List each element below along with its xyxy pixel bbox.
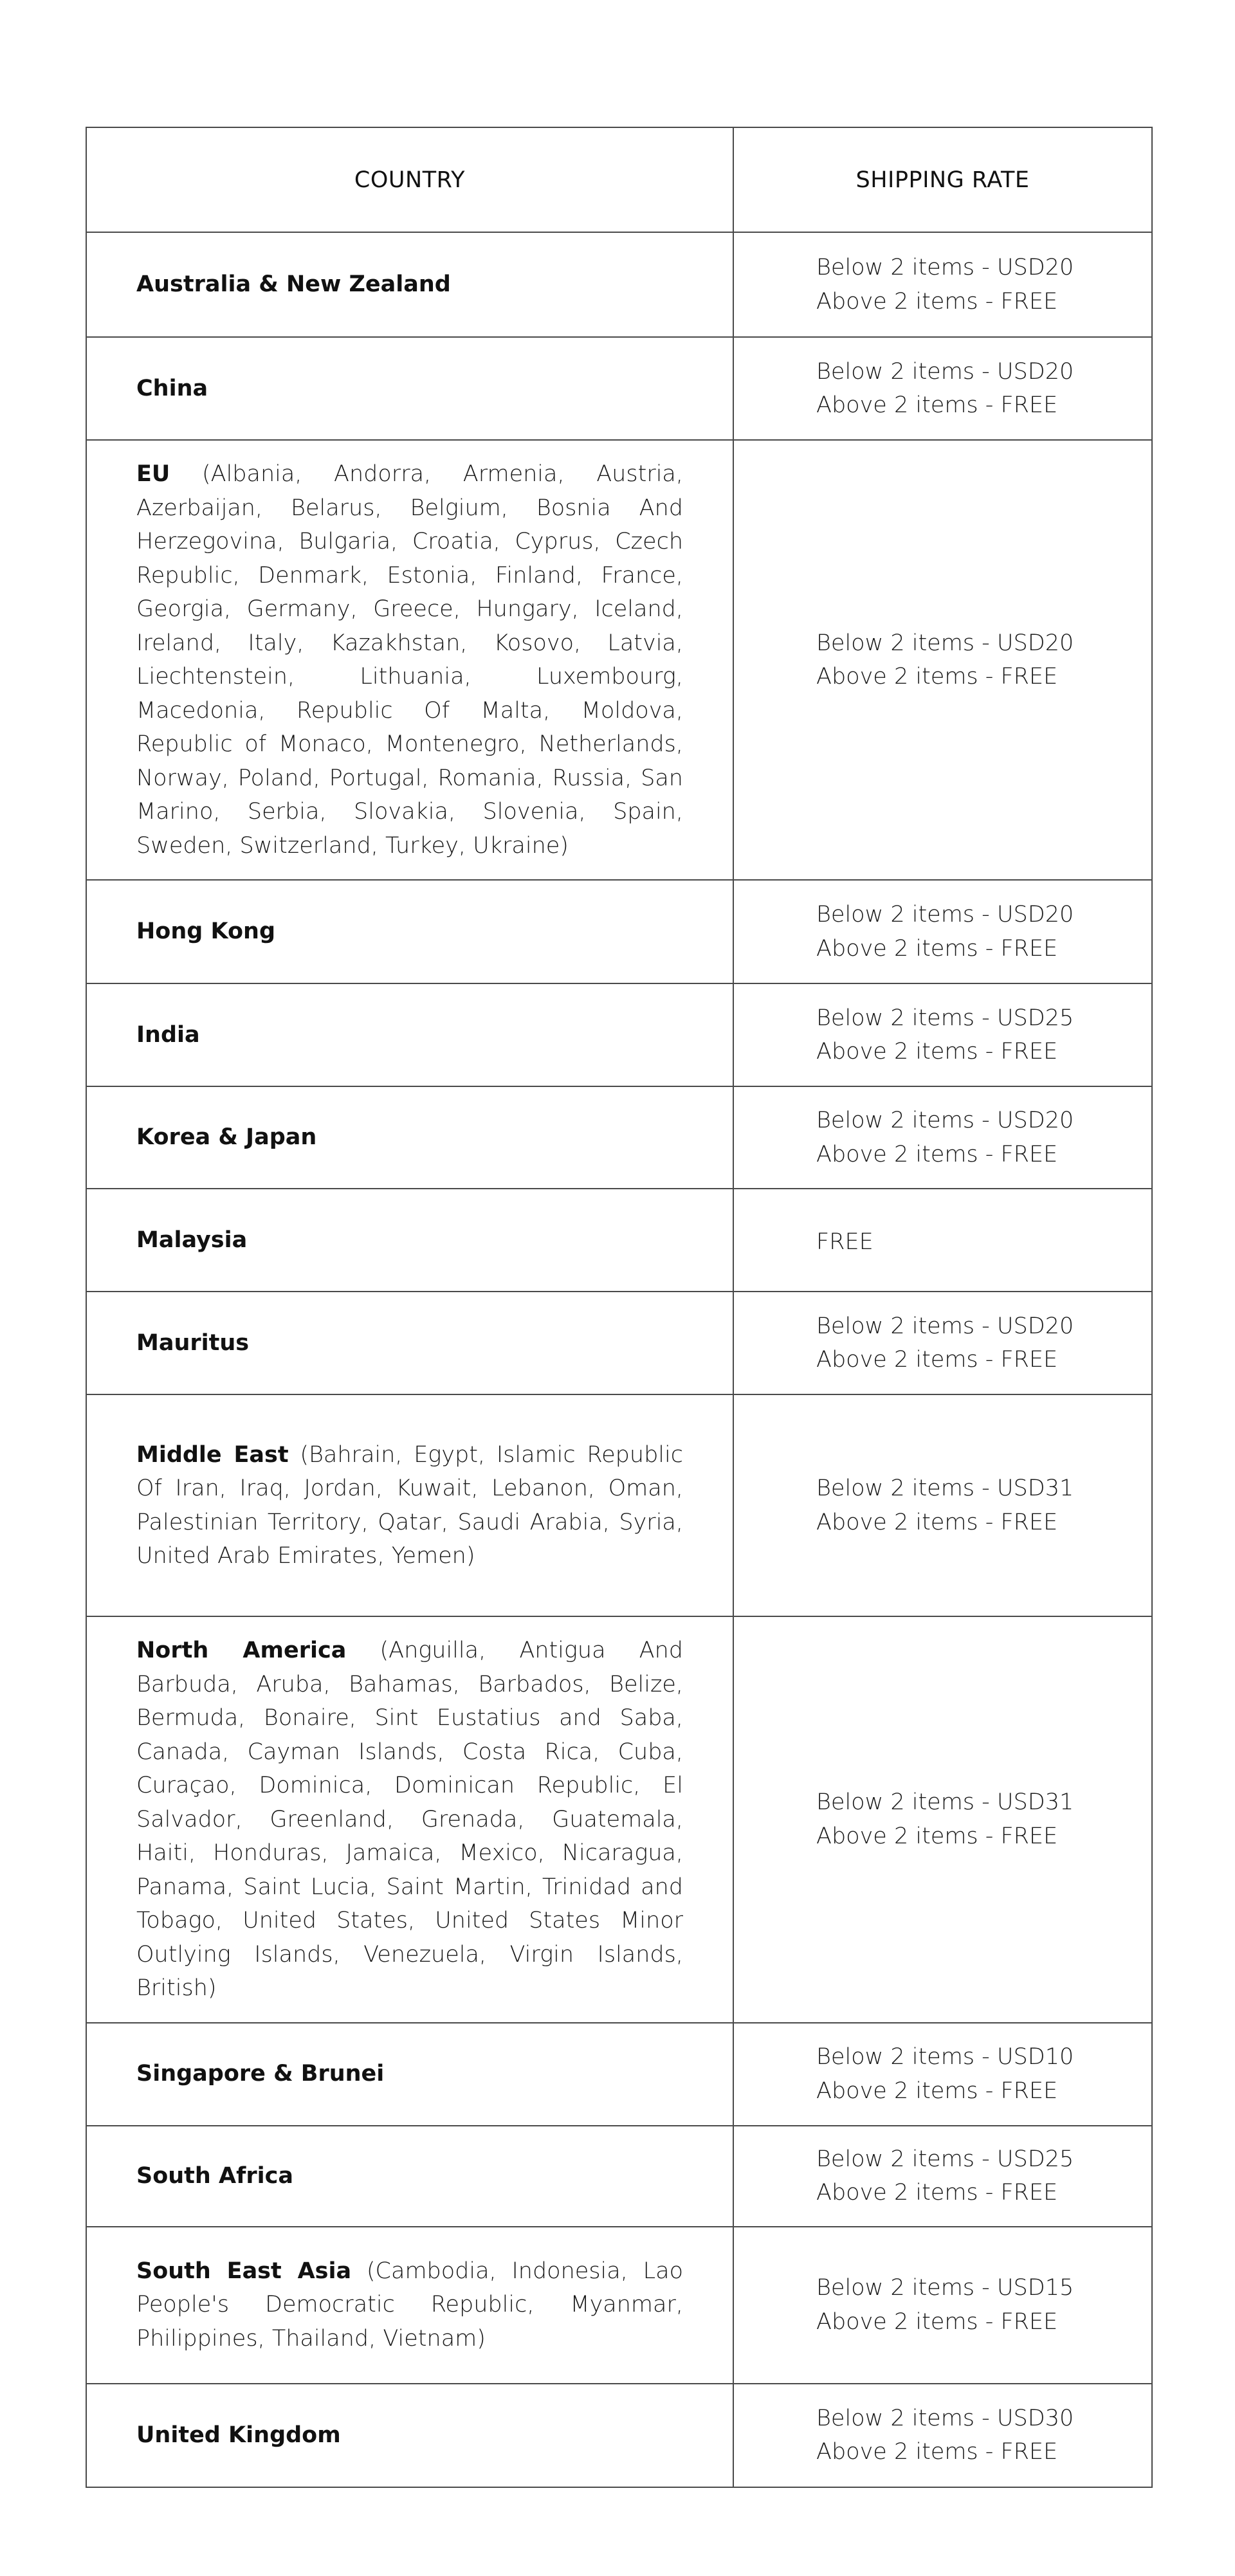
- country-cell: [86, 880, 733, 983]
- shipping-rate-cell: [733, 440, 1152, 880]
- country-list: (Cambodia, Indonesia, Lao People's Democratic Republic, Myanmar, Philippines, Thailand, Vietnam): [136, 2258, 683, 2352]
- region-name: Korea & Japan: [136, 1124, 317, 1151]
- header-row: [86, 127, 1152, 232]
- country-cell: [86, 1292, 733, 1394]
- region-name: North America: [136, 1638, 347, 1663]
- table-row: [86, 1086, 1152, 1189]
- country-cell: [86, 2384, 733, 2487]
- region-name: Mauritus: [136, 1329, 250, 1356]
- table-row: [86, 2384, 1152, 2487]
- shipping-rate-cell: [733, 337, 1152, 440]
- table-row: [86, 1394, 1152, 1616]
- rate-line: Above 2 items - FREE: [816, 664, 1058, 690]
- rate-line: Below 2 items - USD10: [816, 2044, 1074, 2070]
- table-row: [86, 2227, 1152, 2384]
- table-row: [86, 2126, 1152, 2227]
- rate-line: Above 2 items - FREE: [816, 1039, 1058, 1064]
- rate-line: Above 2 items - FREE: [816, 392, 1058, 418]
- rate-line: Below 2 items - USD31: [816, 1789, 1074, 1816]
- rate-line: Below 2 items - USD25: [816, 2146, 1074, 2172]
- region-name: China: [136, 375, 208, 401]
- country-cell: [86, 1189, 733, 1292]
- region-name: Middle East: [136, 1441, 289, 1468]
- country-cell: [86, 1086, 733, 1189]
- country-column-header: COUNTRY: [86, 127, 733, 232]
- region-name: India: [136, 1021, 200, 1048]
- table-row: [86, 440, 1152, 880]
- rate-line: Below 2 items - USD31: [816, 1475, 1074, 1501]
- table-body: [86, 232, 1152, 2487]
- table-row: [86, 232, 1152, 337]
- country-cell: [86, 440, 733, 880]
- rate-line: Above 2 items - FREE: [816, 1823, 1058, 1849]
- table-row: [86, 1616, 1152, 2023]
- shipping-rate-cell: [733, 1189, 1152, 1292]
- country-list: (Albania, Andorra, Armenia, Austria, Azerbaijan, Belarus, Belgium, Bosnia And Herzegovina, Bulgaria, Croatia, Cyprus, Czech Republic, Denmark, Estonia, Finland, France, Georgia, Germany, Greece, Hungary, Iceland, Ireland, Italy, Kazakhstan, Kosovo, Latvia, Liechtenstein, Lithuania, Luxembourg, Macedonia, Republic Of Malta, Moldova, Republic of Monaco, Montenegro, Netherlands, Norway, Poland, Portugal, Romania, Russia, San Marino, Serbia, Slovakia, Slovenia, Spain, Sweden, Switzerland, Turkey, Ukraine): [136, 461, 683, 859]
- country-cell: [86, 232, 733, 337]
- country-list: (Bahrain, Egypt, Islamic Republic Of Iran, Iraq, Jordan, Kuwait, Lebanon, Oman, Palestinian Territory, Qatar, Saudi Arabia, Syria, United Arab Emirates, Yemen): [136, 1441, 683, 1569]
- rate-line: Below 2 items - USD15: [816, 2275, 1074, 2301]
- region-name: Singapore & Brunei: [136, 2061, 385, 2087]
- region-name: South Africa: [136, 2162, 293, 2189]
- rate-line: Above 2 items - FREE: [816, 935, 1058, 962]
- rate-line: Above 2 items - FREE: [816, 288, 1058, 315]
- rate-line: Above 2 items - FREE: [816, 2180, 1058, 2206]
- shipping-rate-cell: [733, 2227, 1152, 2384]
- shipping-rate-cell: [733, 983, 1152, 1086]
- rate-line: Below 2 items - USD25: [816, 1005, 1074, 1031]
- region-name: Australia & New Zealand: [136, 271, 451, 298]
- country-cell: [86, 1616, 733, 2023]
- rate-line: Below 2 items - USD20: [816, 630, 1074, 656]
- shipping-rates-table: [86, 127, 1153, 2488]
- rate-line: Above 2 items - FREE: [816, 2439, 1058, 2465]
- shipping-rate-cell: [733, 880, 1152, 983]
- shipping-rate-cell: [733, 2126, 1152, 2227]
- shipping-rate-column-header: SHIPPING RATE: [733, 127, 1152, 232]
- country-cell: [86, 2227, 733, 2384]
- table-row: [86, 880, 1152, 983]
- rate-line: Above 2 items - FREE: [816, 2308, 1058, 2335]
- country-cell: [86, 983, 733, 1086]
- country-cell: [86, 337, 733, 440]
- rate-line: FREE: [816, 1229, 874, 1255]
- rate-line: Below 2 items - USD20: [816, 1313, 1074, 1339]
- region-name: EU: [136, 461, 170, 487]
- shipping-rate-cell: [733, 232, 1152, 337]
- rate-line: Above 2 items - FREE: [816, 1141, 1058, 1167]
- table-row: [86, 1189, 1152, 1292]
- country-cell: [86, 1394, 733, 1616]
- shipping-rate-cell: [733, 1086, 1152, 1189]
- rate-line: Above 2 items - FREE: [816, 1509, 1058, 1535]
- shipping-rate-cell: [733, 1394, 1152, 1616]
- shipping-rate-cell: [733, 2384, 1152, 2487]
- country-list: (Anguilla, Antigua And Barbuda, Aruba, Bahamas, Barbados, Belize, Bermuda, Bonaire, Sint Eustatius and Saba, Canada, Cayman Islands, Costa Rica, Cuba, Curaçao, Dominica, Dominican Republic, El Salvador, Greenland, Grenada, Guatemala, Haiti, Honduras, Jamaica, Mexico, Nicaragua, Panama, Saint Lucia, Saint Martin, Trinidad and Tobago, United States, United States Minor Outlying Islands, Venezuela, Virgin Islands, British): [136, 1638, 683, 2001]
- region-name: United Kingdom: [136, 2422, 341, 2448]
- table-row: [86, 1292, 1152, 1394]
- table-row: [86, 983, 1152, 1086]
- region-name: South East Asia: [136, 2258, 352, 2284]
- table-row: [86, 337, 1152, 440]
- rate-line: Below 2 items - USD20: [816, 1108, 1074, 1133]
- region-name: Malaysia: [136, 1227, 248, 1253]
- table-header: [86, 127, 1152, 232]
- country-cell: [86, 2023, 733, 2126]
- shipping-rate-cell: [733, 1616, 1152, 2023]
- shipping-rate-cell: [733, 1292, 1152, 1394]
- rate-line: Below 2 items - USD20: [816, 902, 1074, 927]
- rate-line: Below 2 items - USD30: [816, 2405, 1074, 2431]
- shipping-rate-cell: [733, 2023, 1152, 2126]
- rate-line: Below 2 items - USD20: [816, 358, 1074, 385]
- region-name: Hong Kong: [136, 918, 276, 945]
- rate-line: Below 2 items - USD20: [816, 255, 1074, 280]
- country-cell: [86, 2126, 733, 2227]
- rate-line: Above 2 items - FREE: [816, 2078, 1058, 2104]
- table-row: [86, 2023, 1152, 2126]
- rate-line: Above 2 items - FREE: [816, 1347, 1058, 1373]
